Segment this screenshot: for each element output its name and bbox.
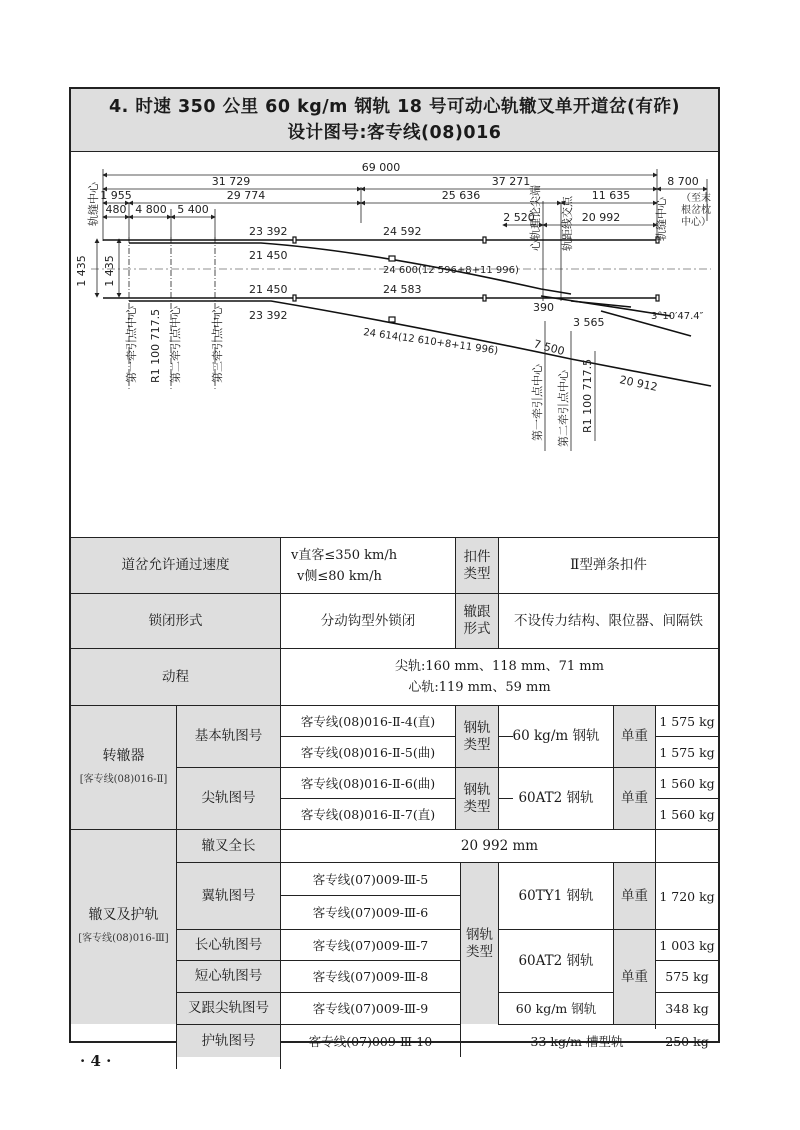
stroke-values (281, 649, 718, 705)
stroke-frog: 心轨:119 mm、59 mm (408, 680, 551, 695)
frog-length-label: 辙叉全长 (177, 830, 280, 862)
rail-label-4: 24 600(12 596+8+11 996) (383, 265, 519, 276)
rail-label-13: 3°10′47.4″ (651, 311, 704, 322)
heel-value: 不设传力结构、限位器、间隔铁 (514, 612, 703, 629)
rail-label-11: 7 500 (532, 337, 567, 359)
switch-ref: [客专线(08)016-Ⅱ] (79, 773, 168, 785)
vlabel-note-3: 中心） (681, 217, 711, 228)
rail-label-3: 21 450 (249, 249, 288, 262)
dim-4800: 4 800 (135, 203, 167, 216)
guard-rail-type: 33 kg/m 槽型轨 (530, 1033, 624, 1049)
vlabel-frog-traction-1: 第一牵引点中心 (531, 364, 544, 441)
point-rail-type-label: 钢轨类型 (456, 768, 498, 829)
stock-rail-label: 基本轨图号 (177, 706, 280, 767)
vlabel-radius-1: R1 100 717.5 (149, 308, 162, 383)
title-line-1: 4. 时速 350 公里 60 kg/m 钢轨 18 号可动心轨辙叉单开道岔(有砟) (108, 97, 681, 117)
wing-rail-label: 翼轨图号 (177, 863, 280, 929)
vlabel-gauge-cross: 轨距线交点 (561, 196, 574, 251)
rail-label-8: 24 614(12 610+8+11 996) (362, 327, 499, 357)
dim-2520: 2 520 (503, 211, 535, 224)
rail-label-10: 3 565 (573, 316, 605, 329)
dim-front: 31 729 (211, 175, 251, 188)
frog-label: 辙叉及护轨 (88, 907, 159, 923)
wing-rail-row-1: 客专线(07)009-Ⅲ-5 (312, 871, 429, 887)
rail-label-1: 23 392 (249, 225, 288, 238)
speed-values (281, 538, 455, 593)
dim-1955: 1 955 (100, 189, 132, 202)
point-unit-weight-label: 单重 (614, 768, 655, 829)
guard-rail-label: 护轨图号 (177, 1025, 280, 1057)
stock-weight-1: 1 575 kg (659, 713, 715, 729)
gauge-1: 1 435 (75, 255, 88, 287)
dim-20992: 20 992 (581, 211, 621, 224)
heel-point-weight: 348 kg (665, 1001, 709, 1016)
frog-rail-type-label: 钢轨类型 (461, 863, 498, 1024)
stock-rail-row-2: 客专线(08)016-Ⅱ-5(曲) (300, 744, 436, 760)
stroke-label: 动程 (71, 649, 280, 705)
vlabel-point-tip: 心轨理论尖端 (529, 185, 542, 251)
rail-label-12: 20 912 (618, 373, 659, 394)
stock-rail-row-1: 客专线(08)016-Ⅱ-4(直) (300, 713, 436, 729)
sheet-title (71, 89, 718, 152)
short-point-label: 短心轨图号 (177, 961, 280, 992)
vlabel-joint-right: 轨缝中心 (655, 197, 668, 241)
vlabel-note-2: 根岔枕 (681, 205, 711, 216)
heel-point-row: 客专线(07)009-Ⅲ-9 (312, 1001, 429, 1016)
stock-rail-type: 60 kg/m 钢轨 (512, 728, 600, 744)
vlabel-frog-traction-2: 第二牵引点中心 (557, 370, 570, 447)
guard-weight: 250 kg (665, 1033, 709, 1049)
frog-ref: [客专线(08)016-Ⅲ] (78, 933, 169, 944)
vlabel-note-1: （至末 (681, 193, 711, 204)
point-rail-row-1: 客专线(08)016-Ⅱ-6(曲) (300, 775, 436, 791)
dim-rear: 37 271 (491, 175, 531, 188)
dim-480: 480 (105, 203, 127, 216)
vlabel-traction-2: 第二牵引点中心 (169, 306, 182, 383)
point-weight-1: 1 560 kg (659, 775, 715, 791)
switch-label: 转辙器 (102, 747, 145, 764)
long-point-row: 客专线(07)009-Ⅲ-7 (312, 937, 429, 953)
data-sheet (69, 87, 720, 1049)
page-number: · 4 · (80, 1052, 112, 1070)
heel-label: 辙跟形式 (456, 594, 498, 648)
wing-unit-weight-label: 单重 (614, 863, 655, 929)
dim-25636: 25 636 (441, 189, 481, 202)
dim-sleeper: 8 700 (667, 175, 699, 188)
dim-total: 69 000 (361, 161, 401, 174)
heel-point-label: 叉跟尖轨图号 (177, 993, 280, 1024)
point-rail-row-2: 客专线(08)016-Ⅱ-7(直) (300, 806, 436, 822)
stock-rail-type-label: 钢轨类型 (456, 706, 498, 767)
stock-unit-weight-label: 单重 (614, 706, 655, 767)
rail-label-7: 23 392 (249, 309, 288, 322)
vlabel-traction-1: 第一牵引点中心 (125, 306, 138, 383)
gauge-2: 1 435 (103, 255, 116, 287)
wing-weight: 1 720 kg (659, 888, 715, 904)
lock-value: 分动钩型外锁闭 (320, 612, 416, 629)
stroke-switch: 尖轨:160 mm、118 mm、71 mm (395, 659, 604, 674)
turnout-drawing (71, 151, 718, 537)
dim-11635: 11 635 (591, 189, 631, 202)
turnout-diagram (71, 151, 718, 538)
rail-label-6: 24 583 (383, 283, 422, 296)
wing-rail-type: 60TY1 钢轨 (518, 887, 594, 904)
vlabel-traction-3: 第三牵引点中心 (211, 306, 224, 383)
long-point-weight: 1 003 kg (659, 937, 715, 953)
point-rail-label: 尖轨图号 (177, 768, 280, 829)
frog-group (71, 830, 176, 1024)
title-line-2: 设计图号:客专线(08)016 (287, 123, 502, 143)
point-weight-2: 1 560 kg (659, 806, 715, 822)
speed-straight: v直客≤350 km/h (291, 547, 398, 563)
long-point-label: 长心轨图号 (177, 930, 280, 960)
stock-weight-2: 1 575 kg (659, 744, 715, 760)
switch-group (71, 706, 176, 829)
dim-29774: 29 774 (226, 189, 266, 202)
speed-diverging: v侧≤80 km/h (297, 568, 382, 584)
vlabel-joint-left: 轨缝中心 (87, 182, 100, 226)
wing-rail-row-2: 客专线(07)009-Ⅲ-6 (312, 905, 429, 920)
rail-label-2: 24 592 (383, 225, 422, 238)
rail-label-5: 21 450 (249, 283, 288, 296)
speed-label: 道岔允许通过速度 (71, 538, 280, 593)
guard-rail-row: 客专线(07)009-Ⅲ-10 (308, 1033, 433, 1049)
vlabel-radius-2: R1 100 717.5 (581, 358, 594, 433)
point-rail-type: 60AT2 钢轨 (518, 790, 594, 806)
frog-unit-weight-label: 单重 (614, 930, 655, 1024)
rail-label-9: 390 (533, 301, 554, 314)
frog-length-value: 20 992 mm (460, 837, 539, 854)
fastener-label: 扣件类型 (456, 538, 498, 593)
lock-label: 锁闭形式 (71, 594, 280, 648)
short-point-row: 客专线(07)009-Ⅲ-8 (312, 969, 429, 984)
grid-line (460, 1024, 461, 1057)
dim-5400: 5 400 (177, 203, 209, 216)
heel-point-rail-type: 60 kg/m 钢轨 (515, 1001, 597, 1016)
short-point-weight: 575 kg (665, 969, 709, 984)
core-rail-type: 60AT2 钢轨 (518, 952, 594, 969)
fastener-value: Ⅱ型弹条扣件 (570, 557, 647, 573)
